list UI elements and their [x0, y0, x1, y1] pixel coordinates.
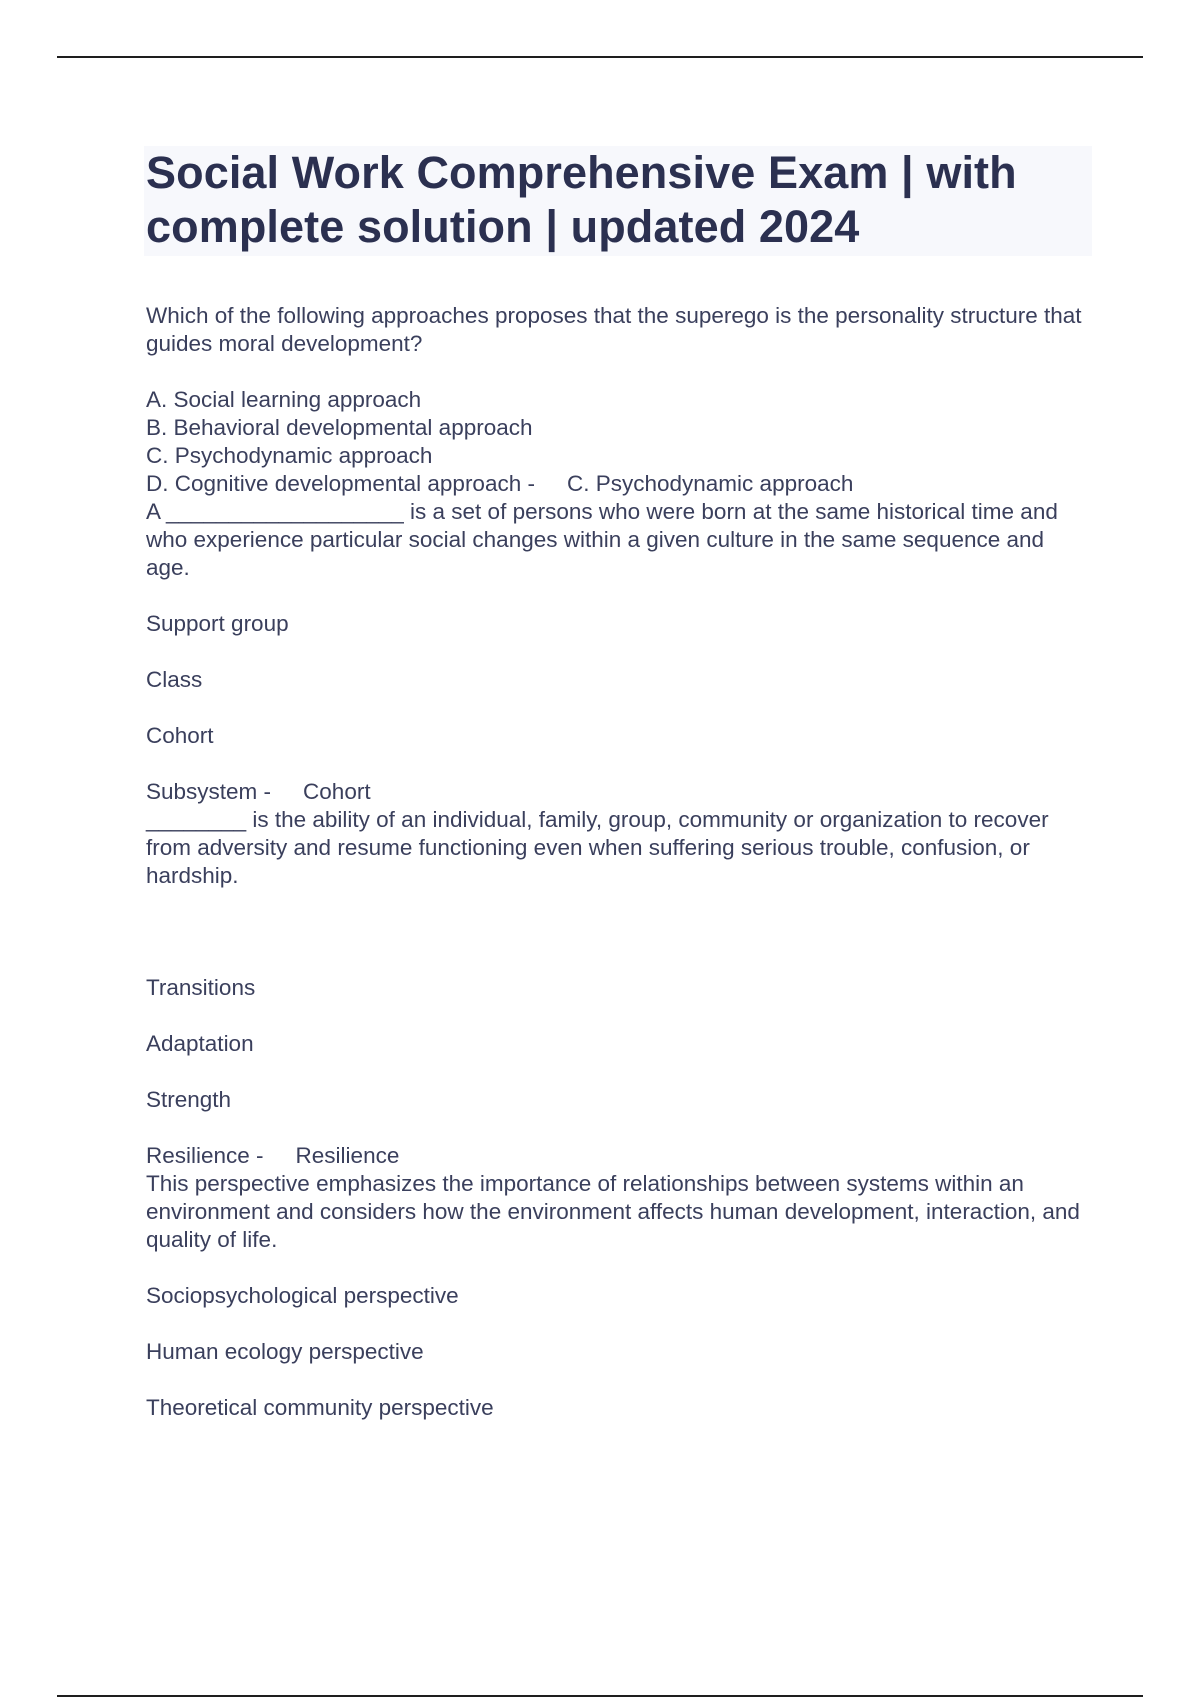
question-2-option-4: Subsystem - [146, 779, 272, 804]
question-1-option-a: A. Social learning approach [146, 387, 422, 412]
question-2-option-3: Cohort [146, 723, 214, 748]
question-4-prompt: This perspective emphasizes the importance of relationships between systems within an environment and considers how the environment affects human development, interaction, and quality of life. [146, 1171, 1087, 1252]
question-3-option-1: Transitions [146, 975, 256, 1000]
question-1-option-b: B. Behavioral developmental approach [146, 415, 533, 440]
question-3-option-2: Adaptation [146, 1031, 254, 1056]
bottom-divider [57, 1695, 1143, 1697]
question-2-answer: Cohort [303, 779, 371, 804]
question-3-option-4: Resilience - [146, 1143, 264, 1168]
top-divider [57, 56, 1143, 58]
document-body [146, 302, 1086, 1422]
question-3-answer: Resilience [295, 1143, 400, 1168]
question-3-last-option-line [146, 1142, 1086, 1170]
document-title: Social Work Comprehensive Exam | with complete solution | updated 2024 [146, 147, 1017, 252]
question-4-option-1: Sociopsychological perspective [146, 1283, 459, 1308]
question-2-last-option-line [146, 778, 1086, 806]
question-1-option-c: C. Psychodynamic approach [146, 443, 433, 468]
question-4-option-2: Human ecology perspective [146, 1339, 424, 1364]
question-3-option-3: Strength [146, 1087, 232, 1112]
question-1-option-d: D. Cognitive developmental approach - [146, 471, 535, 496]
question-2-prompt: A ___________________ is a set of persons who were born at the same historical time and who experience particular social changes within a given culture in the same sequence and age. [146, 499, 1065, 580]
question-1-prompt: Which of the following approaches proposes that the superego is the personality structure that guides moral development? [146, 303, 1088, 356]
question-2-option-2: Class [146, 667, 203, 692]
question-1-answer: C. Psychodynamic approach [566, 471, 854, 496]
question-1-last-option-line [146, 470, 1086, 498]
question-4-option-3: Theoretical community perspective [146, 1395, 494, 1420]
question-3-prompt: ________ is the ability of an individual, family, group, community or organization to recover from adversity and resume functioning even when suffering serious trouble, confusion, or hardship. [146, 807, 1055, 888]
question-2-option-1: Support group [146, 611, 289, 636]
